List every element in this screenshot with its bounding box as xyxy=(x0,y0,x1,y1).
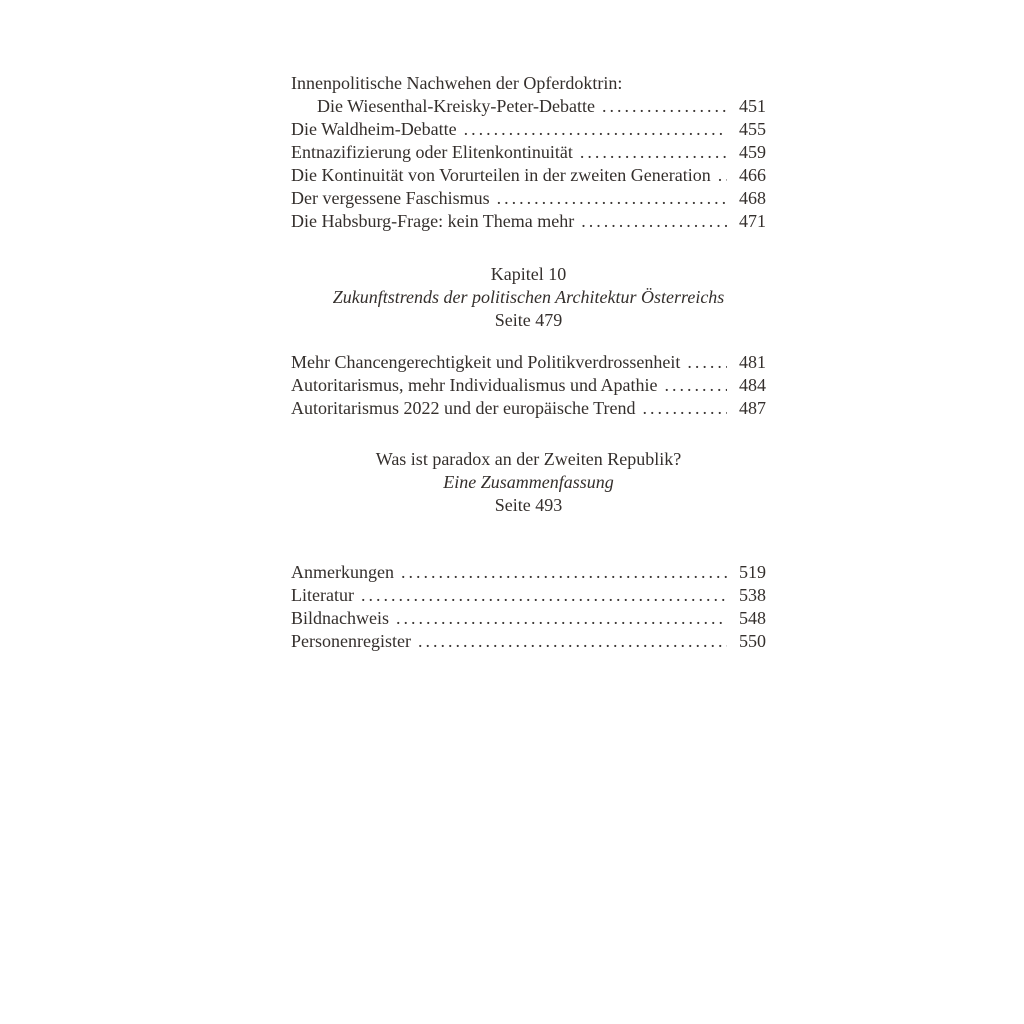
toc-entry-page: 451 xyxy=(739,96,766,116)
chapter-heading-block xyxy=(291,263,766,332)
toc-page xyxy=(291,72,766,653)
toc-entry-label: Anmerkungen xyxy=(291,562,394,582)
toc-entry-label: Personenregister xyxy=(291,631,411,651)
dot-leader xyxy=(464,118,727,141)
dot-leader xyxy=(580,141,727,164)
toc-entry-label: Autoritarismus, mehr Individualismus und Apathie xyxy=(291,375,658,395)
toc-entry xyxy=(291,187,766,210)
dot-leader xyxy=(687,351,727,374)
dot-leader xyxy=(418,630,727,653)
toc-section-heading xyxy=(291,72,766,95)
toc-entry-label: Entnazifizierung oder Elitenkontinuität xyxy=(291,142,573,162)
toc-section-heading-text: Innenpolitische Nachwehen der Opferdoktrin: xyxy=(291,73,623,93)
toc-entry-page: 548 xyxy=(739,608,766,628)
toc-entry xyxy=(291,210,766,233)
toc-entry-page: 459 xyxy=(739,142,766,162)
chapter-subtitle: Zukunftstrends der politischen Architektur Österreichs xyxy=(332,287,725,307)
toc-entry-page: 484 xyxy=(739,375,766,395)
toc-entry xyxy=(291,630,766,653)
toc-entry xyxy=(291,141,766,164)
toc-entry-page: 538 xyxy=(739,585,766,605)
toc-entry xyxy=(291,561,766,584)
toc-entry-label: Der vergessene Faschismus xyxy=(291,188,490,208)
toc-entry-label: Die Habsburg-Frage: kein Thema mehr xyxy=(291,211,575,231)
toc-entry xyxy=(291,397,766,420)
toc-entry-page: 481 xyxy=(739,352,766,372)
chapter-title: Kapitel 10 xyxy=(490,264,567,284)
toc-entry-label: Die Waldheim-Debatte xyxy=(291,119,457,139)
summary-page-line: Seite 493 xyxy=(494,495,563,515)
toc-entry-label: Autoritarismus 2022 und der europäische Trend xyxy=(291,398,636,418)
dot-leader xyxy=(401,561,727,584)
toc-entry-label: Mehr Chancengerechtigkeit und Politikverdrossenheit xyxy=(291,352,681,372)
toc-section-backmatter xyxy=(291,561,766,653)
toc-entry-label: Die Wiesenthal-Kreisky-Peter-Debatte xyxy=(317,96,595,116)
summary-heading-block xyxy=(291,448,766,517)
toc-section-innenpolitik xyxy=(291,72,766,233)
toc-entry-page: 455 xyxy=(739,119,766,139)
toc-section-chapter10 xyxy=(291,351,766,420)
toc-entry-page: 487 xyxy=(739,398,766,418)
dot-leader xyxy=(664,374,727,397)
toc-entry-page: 468 xyxy=(739,188,766,208)
summary-subtitle: Eine Zusammenfassung xyxy=(443,472,614,492)
toc-entry-page: 466 xyxy=(739,165,766,185)
dot-leader xyxy=(581,210,727,233)
toc-entry-label: Die Kontinuität von Vorurteilen in der zweiten Generation xyxy=(291,165,711,185)
toc-entry xyxy=(291,584,766,607)
toc-entry-page: 471 xyxy=(739,211,766,231)
dot-leader xyxy=(361,584,727,607)
toc-entry xyxy=(291,164,766,187)
toc-entry xyxy=(291,95,766,118)
toc-entry-page: 550 xyxy=(739,631,766,651)
toc-entry xyxy=(291,374,766,397)
dot-leader xyxy=(602,95,727,118)
summary-title: Was ist paradox an der Zweiten Republik? xyxy=(375,449,682,469)
toc-entry-label: Bildnachweis xyxy=(291,608,389,628)
toc-entry-label: Literatur xyxy=(291,585,354,605)
dot-leader xyxy=(396,607,727,630)
toc-entry xyxy=(291,118,766,141)
toc-entry-page: 519 xyxy=(739,562,766,582)
chapter-page-line: Seite 479 xyxy=(494,310,563,330)
toc-entry xyxy=(291,351,766,374)
toc-entry xyxy=(291,607,766,630)
dot-leader xyxy=(497,187,727,210)
dot-leader xyxy=(642,397,727,420)
dot-leader xyxy=(718,164,727,187)
